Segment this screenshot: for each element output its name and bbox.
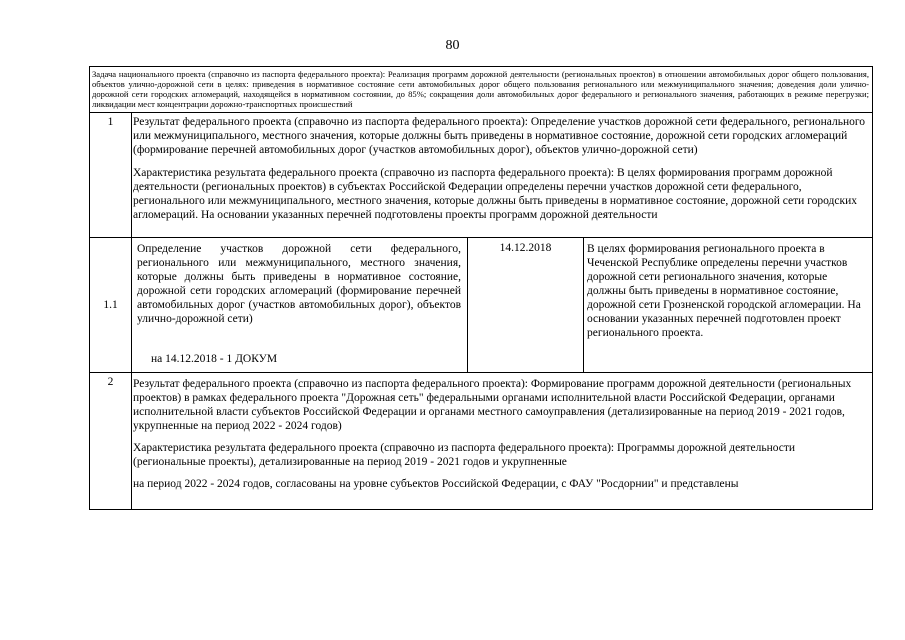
national-project-task: Задача национального проекта (справочно из паспорта федерального проекта): Реализация программ дорожной деятельности (региональных проектов) в отношении автомобильных дорог общего пользования, объектов улично-дорожной сети в целях: приведения в нормативное состояние сети автомобильных дорог общего пользования регионального или межмуниципального значения; доведения доли улично-дорожной сети городских агломераций, находящейся в нормативном состоянии, до 85%; сокращения доли автомобильных дорог федерального и регионального значения, работающих в режиме перегрузки; ликвидации мест концентрации дорожно-транспортных происшествий [90,67,872,113]
table-row [90,238,872,373]
row-content [132,373,872,509]
federal-result-text: Результат федерального проекта (справочно из паспорта федерального проекта): Определение участков дорожной сети федерального, регионального или межмуниципального, местного значения, которые должны быть приведены в нормативное состояние, дорожной сети городских агломераций (формирование перечней автомобильных дорог (участков автомобильных дорог), объектов улично-дорожной сети) [133,116,866,156]
result-characteristic-continuation: на период 2022 - 2024 годов, согласованы на уровне субъектов Российской Федерации, с ФАУ "Росдорнии" и представлены [133,478,739,490]
result-characteristic-text: Характеристика результата федерального проекта (справочно из паспорта федерального проекта): В целях формирования программ дорожной деятельности (региональных проектов) в субъектах Российской Федерации определены перечни участков дорожной сети федерального, регионального или межмуниципального, местного значения, которые должны быть приведены в нормативное состояние, дорожной сети городских агломераций. На основании указанных перечней подготовлены проекты программ дорожной деятельности [133,167,857,221]
result-characteristic-text: Характеристика результата федерального проекта (справочно из паспорта федерального проекта): Программы дорожной деятельности (региональные проекты), детализированные на период 2019 - 2021 годов и укрупненные [133,442,796,468]
activity-subnote: на 14.12.2018 - 1 ДОКУМ [151,353,278,365]
page-number: 80 [445,38,460,53]
row-number: 2 [90,373,132,509]
project-table [89,66,873,510]
activity-date: 14.12.2018 [468,238,584,372]
row-content [132,113,872,235]
activity-description [132,238,468,372]
row-number: 1.1 [90,238,132,372]
row-number: 1 [90,113,132,237]
federal-result-text: Результат федерального проекта (справочно из паспорта федерального проекта): Формирование программ дорожной деятельности (региональных проектов) в рамках федерального проекта "Дорожная сеть" федеральными органами исполнительной власти Российской Федерации, органами исполнительной власти субъектов Российской Федерации и органами местного самоуправления (детализированные на период 2019 - 2021 годов, укрупненные на период 2022 - 2024 годов) [133,378,852,432]
activity-note: В целях формирования регионального проекта в Чеченской Республике определены перечни участков дорожной сети регионального значения, которые должны быть приведены в нормативное состояние, дорожной сети Грозненской городской агломерации. На основании указанных перечней подготовлен проект регионального проекта. [587,243,861,339]
table-row [90,113,872,238]
table-row [90,373,872,509]
activity-description-text: Определение участков дорожной сети федерального, регионального или межмуниципального, местного значения, которые должны быть приведены в нормативное состояние, дорожной сети городских агломераций (формирование перечней автомобильных дорог (участков автомобильных дорог), объектов улично-дорожной сети) [137,243,461,325]
